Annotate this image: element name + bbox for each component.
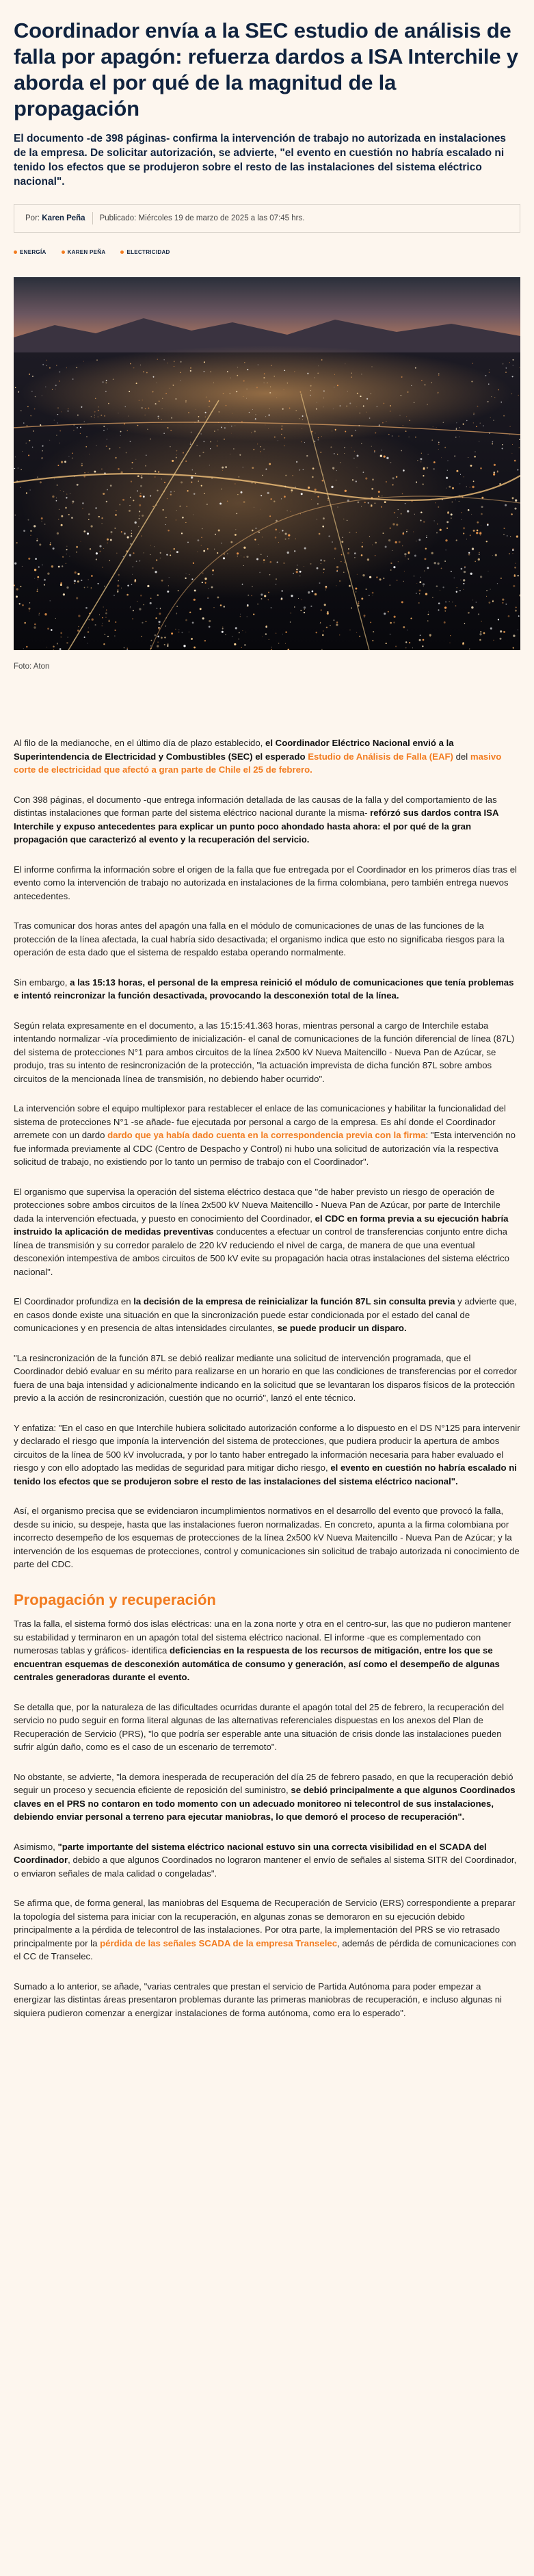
- tag-label: ELECTRICIDAD: [126, 249, 170, 255]
- text-run-bold: se debió principalmente a que algunos Coordinados claves en el PRS no contaron en todo momento con un adecuado monitoreo ni telecontrol de sus instalaciones, debiendo enviar personal a terreno para ejecutar maniobras, lo que demoró el proceso de recuperación".: [14, 1785, 516, 1822]
- text-run-bold: a las 15:13 horas, el personal de la empresa reinició el módulo de comunicaciones que tenía problemas e intentó reincronizar la función desactivada, provocando la desconexión total de la línea.: [14, 977, 514, 1001]
- text-run-bold: refórzó sus dardos contra ISA Interchile y expuso antecedentes para explicar un punto poco ahondado hasta ahora: el por qué de la gran propagación que caracterizó al evento y la recuperación del servicio.: [14, 808, 499, 845]
- tag-energia[interactable]: [14, 249, 46, 255]
- night-city-photo: [14, 277, 520, 650]
- article-lead: El documento -de 398 páginas- confirma la intervención de trabajo no autorizada en instalaciones de la empresa. De solicitar autorización, se advierte, "el evento en cuestión no habría escalado ni tenido los efectos que se produjeron sobre el resto de las instalaciones del sistema eléctrico nacional".: [14, 133, 507, 188]
- body-paragraph: Se detalla que, por la naturaleza de las dificultades ocurridas durante el apagón total del 25 de febrero, la recuperación del servicio no pudo seguir en forma literal algunas de las alternativas referenciales dispuestas en los anexos del Plan de Recuperación de Servicio (PRS), "lo que podría ser esperable ante una situación de crisis donde las instalaciones pueden sufrir algún daño, como es el caso de un escenario de terremoto".: [14, 1701, 504, 1752]
- body-paragraph: [14, 1617, 520, 1684]
- body-paragraph: [14, 1896, 520, 1963]
- image-caption: Foto: Aton: [14, 662, 50, 671]
- text-run: Y enfatiza: "En el caso en que Interchile hubiera solicitado autorización conforme a lo dispuesto en el DS N°125 para intervenir y declarado el riesgo que imponía la intervención del sistema de protecciones, que pudiera producir la apertura de ambos circuitos de la línea de 500 kV involucrada, y por lo tanto haber entregado la información necesaria para haber evaluado el riesgo y con ello adoptado las medidas de seguridad para mitigar dicho riesgo,: [14, 1422, 520, 1473]
- published-date: Miércoles 19 de marzo de 2025 a las 07:45 hrs.: [138, 214, 305, 222]
- blackout-article-link[interactable]: masivo corte de electricidad que afectó a gran parte de Chile el 25 de febrero.: [14, 751, 502, 775]
- previous-correspondence-link[interactable]: dardo que ya había dado cuenta en la correspondencia previa con la firma: [107, 1130, 426, 1140]
- body-paragraph: [14, 1295, 520, 1335]
- tag-bullet-icon: [62, 250, 65, 254]
- text-run: No obstante, se advierte, "la demora inesperada de recuperación del día 25 de febrero pasado, en que la recuperación debió seguir un proceso y secuencia eficiente de reposición del suministro,: [14, 1771, 513, 1795]
- tag-label: ENERGÍA: [20, 249, 46, 255]
- text-run: Se afirma que, de forma general, las maniobras del Esquema de Recuperación de Servicio (ERS) correspondiente a preparar la topología del sistema para iniciar con la recuperación, en algunas zonas se demoraron en su ejecución debido principalmente a la pérdida de telecontrol de las instalaciones. Por otra parte, la implementación del PRS se vio retrasado principalmente por la: [14, 1898, 516, 1948]
- byline-box: [14, 204, 520, 233]
- text-run-bold: "parte importante del sistema eléctrico nacional estuvo sin una correcta visibilidad en el SCADA del Coordinador: [14, 1841, 487, 1865]
- text-run: Con 398 páginas, el documento -que entrega información detallada de las causas de la falla y del comportamiento de las distintas instalaciones que forman parte del sistema eléctrico nacional durante la misma-: [14, 794, 497, 818]
- hero-image: [14, 277, 520, 650]
- text-run: Sin embargo,: [14, 977, 70, 988]
- body-paragraph: "La resincronización de la función 87L se debió realizar mediante una solicitud de intervención programada, que el Coordinador debió evaluar en su mérito para realizarse en un horario en que las condiciones de transferencias por el corredor fuera de una baja intensidad y adicionalmente indicando en la solicitud que se levantaran los disparos físicos de la protección previo a la acción de resincronización, cuestión que no ocurrió", lanzó el ente técnico.: [14, 1352, 517, 1403]
- published-prefix: Publicado:: [99, 214, 137, 222]
- body-paragraph: Sumado a lo anterior, se añade, "varias centrales que prestan el servicio de Partida Autónoma para poder empezar a energizar las distintas áreas presentaron problemas durante las primeras maniobras de recuperación, e incluso algunas ni siquiera pudieron comenzar a energizar instalaciones de forma autónoma, como era lo esperado".: [14, 1981, 502, 2018]
- article-headline: Coordinador envía a la SEC estudio de análisis de falla por apagón: refuerza dardos a ISA Interchile y aborda el por qué de la magnitud de la propagación: [14, 18, 518, 120]
- body-paragraph: [14, 976, 520, 1003]
- text-run: Al filo de la medianoche, en el último día de plazo establecido,: [14, 738, 266, 748]
- text-run-bold: el evento en cuestión no habría escalado ni tenido los efectos que se produjeron sobre el resto de las instalaciones del sistema eléctrico nacional".: [14, 1463, 517, 1486]
- body-paragraph: El informe confirma la información sobre el origen de la falla que fue entregada por el Coordinador en los primeros días tras el evento como la intervención de trabajo no autorizada en instalaciones de la firma colombiana, pero también entrega nuevos antecedentes.: [14, 864, 517, 901]
- text-run: Tras la falla, el sistema formó dos islas eléctricas: una en la zona norte y otra en el centro-sur, las que no pudieron mantener su estabilidad y terminaron en un apagón total del sistema eléctrico nacional. El informe -que es complementado con numerosas tablas y gráficos- identifica: [14, 1619, 511, 1656]
- body-paragraph: Tras comunicar dos horas antes del apagón una falla en el módulo de comunicaciones de unas de las funciones de la protección de la línea afectada, la cual habría sido desactivada; el organismo indica que esto no significaba riesgos para la operación de esta dado que el sistema de respaldo estaba operando normalmente.: [14, 920, 505, 957]
- body-paragraph: [14, 1421, 520, 1489]
- text-run: Asimismo,: [14, 1841, 58, 1852]
- author-link[interactable]: Karen Peña: [42, 214, 85, 222]
- tag-label: KAREN PEÑA: [67, 249, 106, 255]
- text-run-bold: se puede producir un disparo.: [277, 1323, 407, 1333]
- text-run-bold: el CDC en forma previa a su ejecución habría instruido la aplicación de medidas preventivas: [14, 1213, 509, 1237]
- article-body: [14, 736, 520, 2020]
- tag-electricidad[interactable]: [120, 249, 170, 255]
- body-paragraph: [14, 1102, 520, 1169]
- body-paragraph: [14, 793, 520, 847]
- text-run: , además de pérdida de comunicaciones con el CC de Transelec.: [14, 1937, 516, 1961]
- text-run: : "Esta intervención no fue informada previamente al CDC (Centro de Despacho y Control) ni hubo una solicitud de autorización vía la respectiva solicitud de trabajo, no existiendo por lo tanto un permiso de trabajo con el Coordinador".: [14, 1130, 516, 1167]
- text-run: conducentes a efectuar un control de transferencias conjunto entre dicha línea de transmisión y su corredor paralelo de 220 kV reduciendo el nivel de carga, de manera de que una eventual desconexión intempestiva de ambos circuitos de 500 kV evite su propagación hacia otras instalaciones del sistema eléctrico nacional".: [14, 1226, 509, 1277]
- text-run: El Coordinador profundiza en: [14, 1296, 134, 1306]
- text-run: , debido a que algunos Coordinados no lograron mantener el envío de señales al sistema SITR del Coordinador, o enviaron señales de mala calidad o congeladas".: [14, 1855, 517, 1879]
- byline-divider: [92, 212, 93, 224]
- eaf-study-link[interactable]: Estudio de Análisis de Falla (EAF): [308, 751, 453, 762]
- text-run: del: [453, 751, 470, 762]
- section-heading: Propagación y recuperación: [14, 1590, 216, 1608]
- text-run: y advierte que, en casos donde existe una situación en que la sincronización puede estar condicionada por el estado del canal de comunicaciones y en presencia de altas intensidades circulantes,: [14, 1296, 517, 1333]
- text-run-bold: el Coordinador Eléctrico Nacional envió a la Superintendencia de Electricidad y Combustibles (SEC) el esperado: [14, 738, 454, 762]
- tag-karen-pena[interactable]: [62, 249, 106, 255]
- author-prefix: Por:: [25, 214, 40, 222]
- body-paragraph: [14, 736, 520, 777]
- transelec-signals-link[interactable]: pérdida de las señales SCADA de la empresa Transelec: [100, 1937, 338, 1948]
- tag-bullet-icon: [120, 250, 124, 254]
- text-run: El organismo que supervisa la operación del sistema eléctrico destaca que "de haber previsto un riesgo de operación de protecciones sobre ambos circuitos de la línea 2x500 kV Nueva Maitencillo - Nueva Pan de Azúcar, por parte de Interchile dada la intervención efectuada, y puesto en conocimiento del Coordinador,: [14, 1186, 500, 1224]
- body-paragraph: [14, 1770, 520, 1824]
- tag-bullet-icon: [14, 250, 17, 254]
- body-paragraph: [14, 1840, 520, 1881]
- text-run-bold: la decisión de la empresa de reinicializar la función 87L sin consulta previa: [133, 1296, 455, 1306]
- text-run-bold: deficiencias en la respuesta de los recursos de mitigación, entre los que se encuentran esquemas de desconexión automática de consumo y generación, así como el desempeño de algunas centrales generadoras durante el evento.: [14, 1645, 500, 1682]
- tag-list: [14, 249, 520, 255]
- text-run: La intervención sobre el equipo multiplexor para restablecer el enlace de las comunicaciones y habilitar la funcionalidad del sistema de protecciones N°1 -se añade- fue ejecutada por personal a cargo de la empresa. Es ahí donde el Coordinador arremete con un dardo: [14, 1103, 506, 1140]
- body-paragraph: Según relata expresamente en el documento, a las 15:15:41.363 horas, mientras personal a cargo de Interchile estaba intentando normalizar -vía procedimiento de inicialización- el canal de comunicaciones de la función diferencial de línea (87L) del sistema de protecciones N°1 para ambos circuitos de la línea 2x500 kV Nueva Maitencillo - Nueva Pan de Azúcar, se produjo, tras su intento de resincronización de la protección, "la actuación imprevista de dicha función 87L sobre ambos circuitos de la mencionada línea de transmisión, no debiendo haber ocurrido".: [14, 1020, 515, 1084]
- body-paragraph: Así, el organismo precisa que se evidenciaron incumplimientos normativos en el desarrollo del evento que provocó la falla, desde su inicio, su despeje, hasta que las instalaciones fueron normalizadas. En concreto, apunta a la firma colombiana por incorrecto desempeño de los esquemas de protecciones de la línea 2x500 kV Nueva Maitencillo - Nueva Pan de Azúcar; y la intervención de los esquemas de protecciones, control y comunicaciones sin solicitud de trabajo autorizada ni conocimiento de parte del CDC.: [14, 1506, 520, 1569]
- body-paragraph: [14, 1185, 520, 1279]
